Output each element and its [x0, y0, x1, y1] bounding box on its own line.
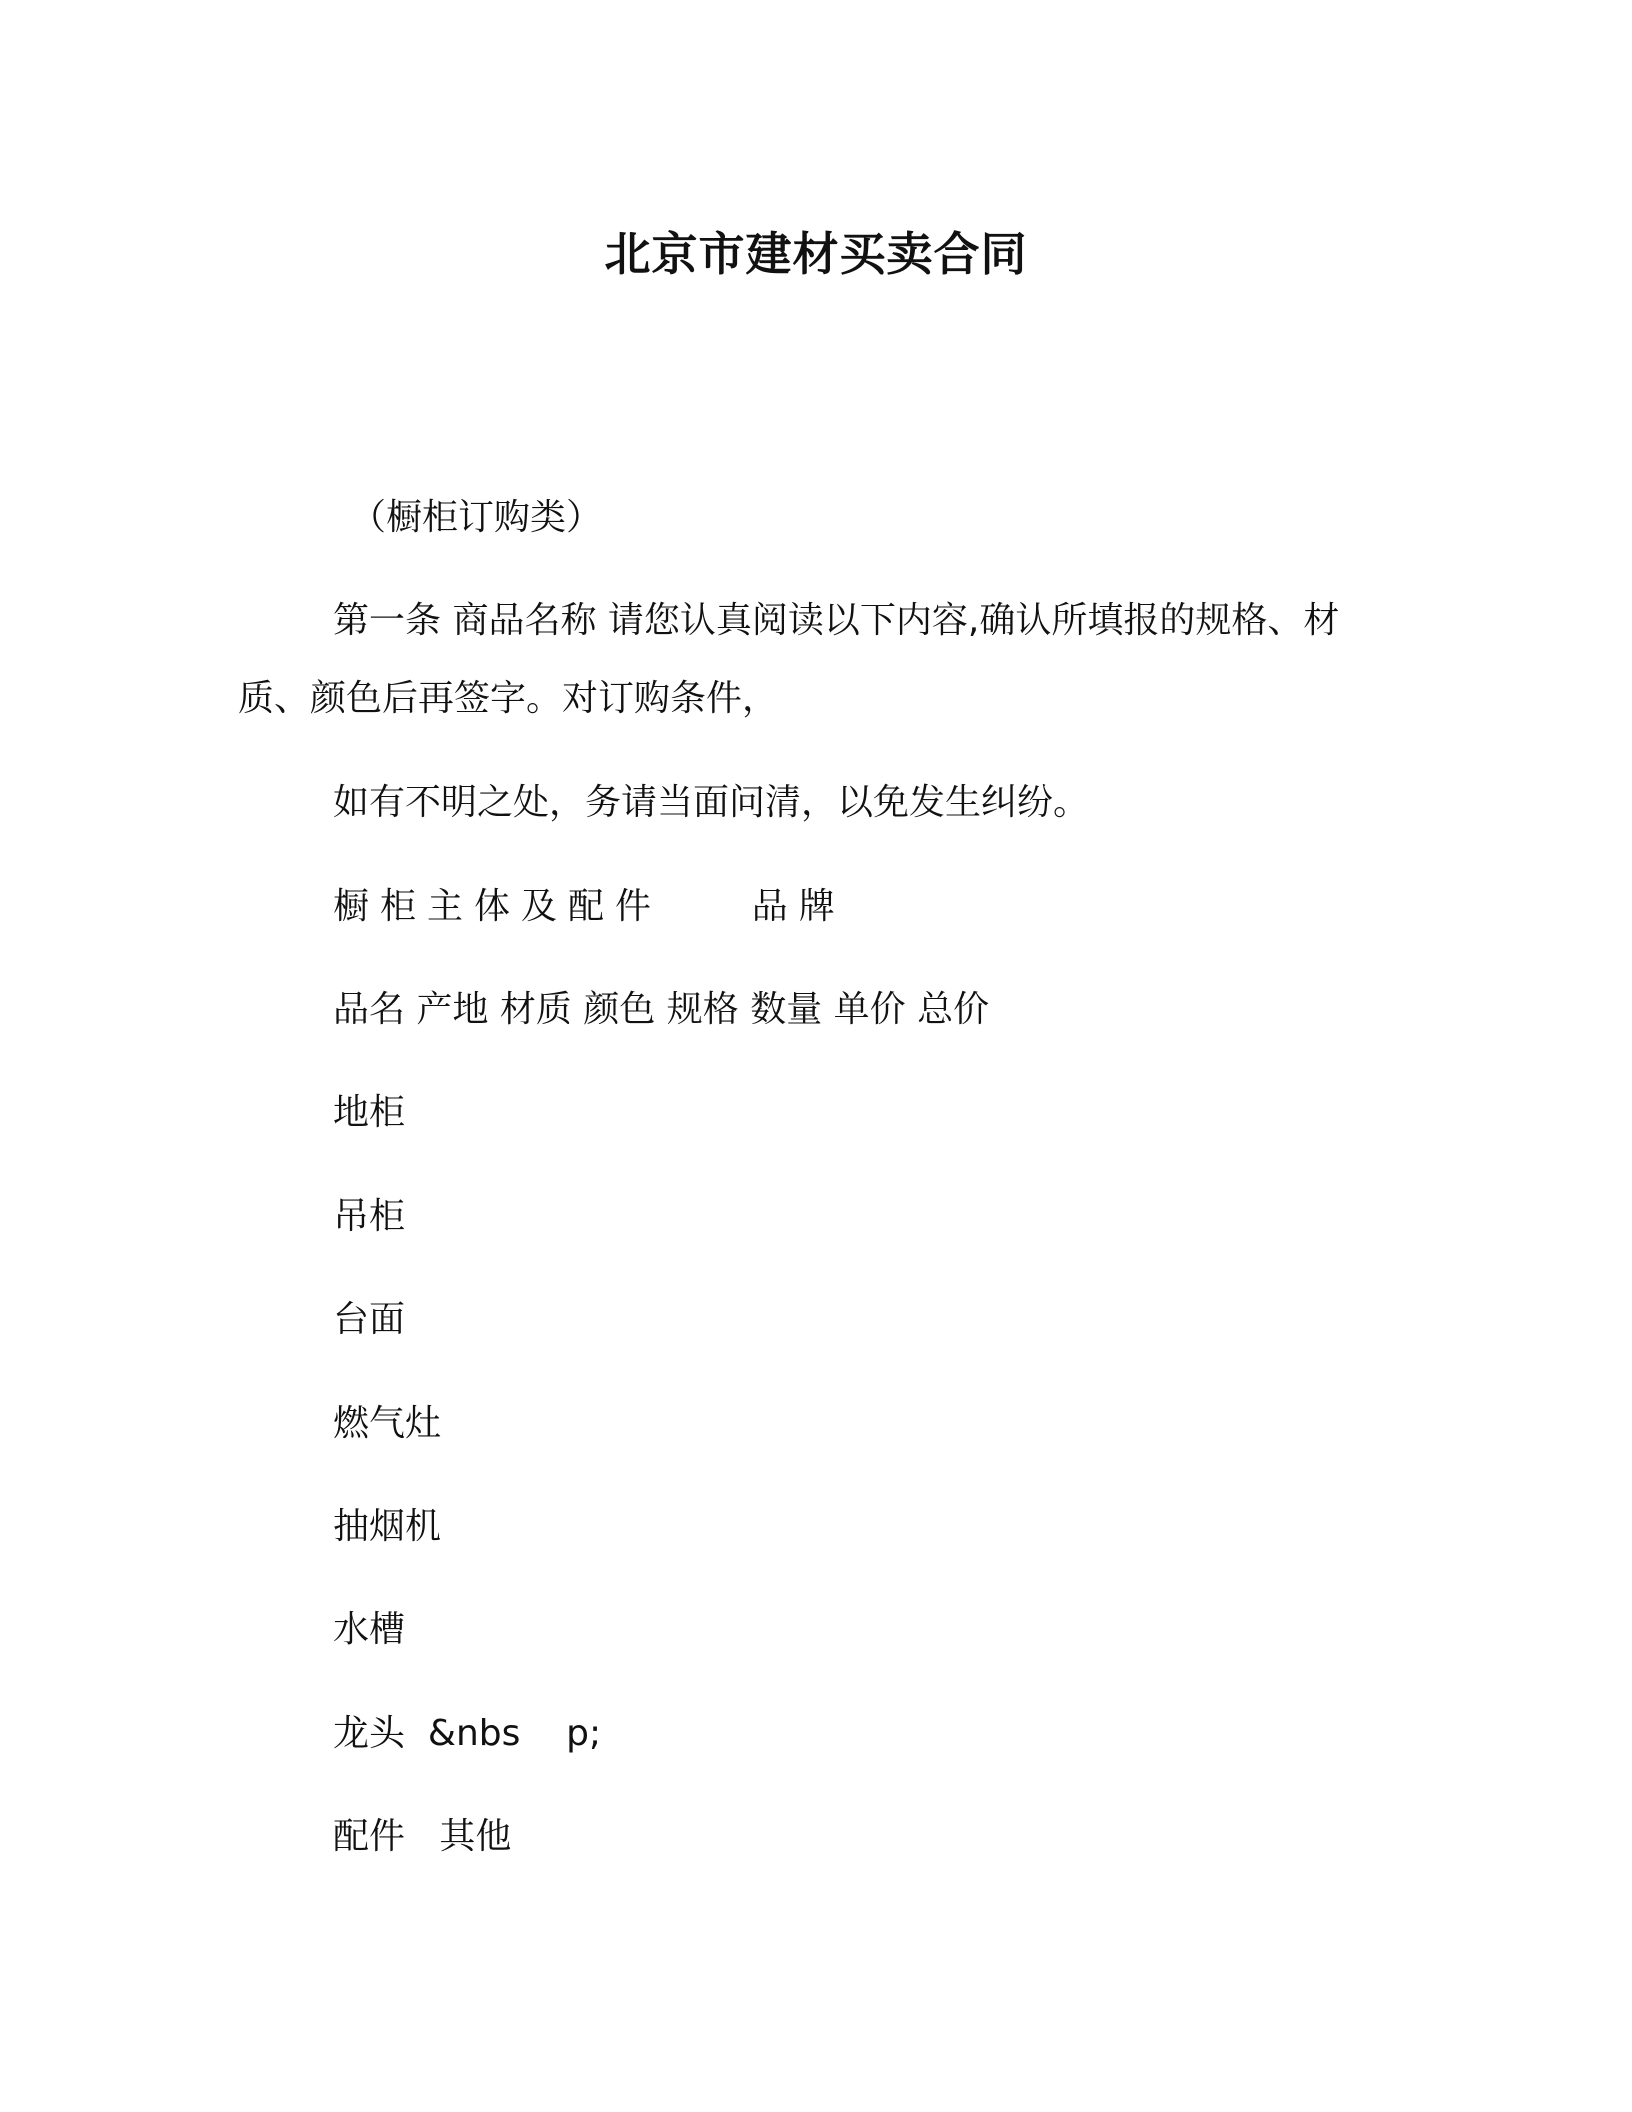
table-header-main: 橱柜主体及配件 品牌 [333, 886, 846, 927]
article-1-line-3: 如有不明之处，务请当面问清，以免发生纠纷。 [333, 782, 1090, 823]
item-line: 龙头 &nbs p; [333, 1713, 602, 1754]
item-line: 配件 其他 [333, 1816, 512, 1857]
item-line: 水槽 [333, 1609, 406, 1650]
table-header-columns: 品名 产地 材质 颜色 规格 数量 单价 总价 [333, 989, 990, 1030]
item-line: 地柜 [333, 1092, 406, 1133]
item-line: 吊柜 [333, 1196, 406, 1237]
document-title: 北京市建材买卖合同 [604, 227, 1028, 281]
article-1-line-1: 第一条 商品名称 请您认真阅读以下内容,确认所填报的规格、材 [333, 600, 1340, 641]
item-line: 抽烟机 [333, 1506, 442, 1547]
article-1-line-2: 质、颜色后再签字。对订购条件， [238, 678, 779, 719]
document-subtitle: （橱柜订购类） [350, 497, 603, 538]
item-line: 燃气灶 [333, 1403, 442, 1444]
item-line: 台面 [333, 1299, 406, 1340]
